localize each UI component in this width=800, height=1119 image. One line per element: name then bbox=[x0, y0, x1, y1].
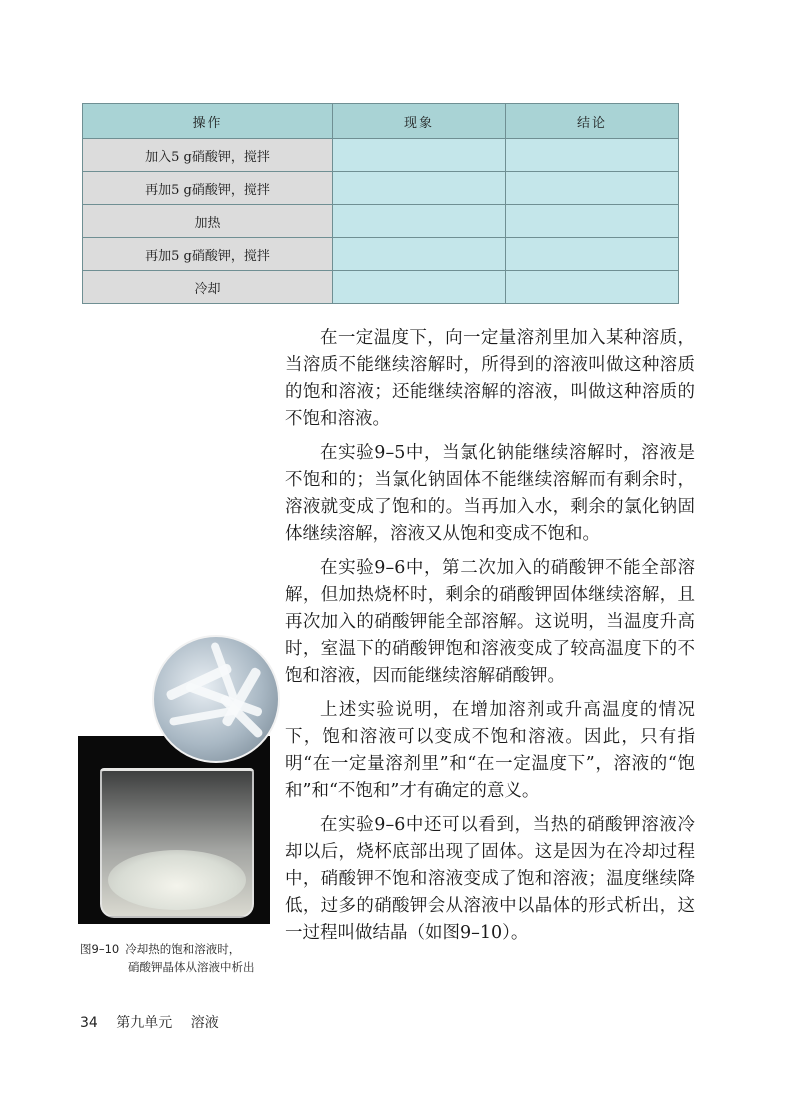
header-conclusion: 结论 bbox=[506, 104, 679, 139]
table-row bbox=[83, 139, 679, 172]
phenomenon-cell bbox=[333, 238, 506, 271]
operation-cell: 冷却 bbox=[83, 271, 333, 304]
table-row bbox=[83, 271, 679, 304]
table-row bbox=[83, 205, 679, 238]
page-footer bbox=[80, 1012, 233, 1032]
paragraph-experiment-9-6: 在实验9–6中，第二次加入的硝酸钾不能全部溶解，但加热烧杯时，剩余的硝酸钾固体继续溶解，且再次加入的硝酸钾能全部溶解。这说明，当温度升高时，室温下的硝酸钾饱和溶液变成了较高温度下的不饱和溶液，因而能继续溶解硝酸钾。 bbox=[285, 558, 695, 686]
beaker-image bbox=[100, 768, 254, 918]
crystal-deposit bbox=[108, 850, 246, 910]
paragraph-crystallization: 在实验9–6中还可以看到，当热的硝酸钾溶液冷却以后，烧杯底部出现了固体。这是因为在冷却过程中，硝酸钾不饱和溶液变成了饱和溶液；温度继续降低，过多的硝酸钾会从溶液中以晶体的形式析出，这一过程叫做结晶（如图9–10）。 bbox=[285, 815, 695, 943]
conclusion-cell bbox=[506, 139, 679, 172]
paragraph-saturated-definition: 在一定温度下，向一定量溶剂里加入某种溶质，当溶质不能继续溶解时，所得到的溶液叫做这种溶质的饱和溶液；还能继续溶解的溶液，叫做这种溶质的不饱和溶液。 bbox=[285, 328, 695, 429]
experiment-table bbox=[82, 103, 679, 304]
operation-cell: 再加5 g硝酸钾，搅拌 bbox=[83, 238, 333, 271]
operation-cell: 加热 bbox=[83, 205, 333, 238]
operation-cell: 再加5 g硝酸钾，搅拌 bbox=[83, 172, 333, 205]
table-row bbox=[83, 172, 679, 205]
table-row bbox=[83, 238, 679, 271]
paragraph-conditions: 上述实验说明，在增加溶剂或升高温度的情况下，饱和溶液可以变成不饱和溶液。因此，只有指明“在一定量溶剂里”和“在一定温度下”，溶液的“饱和”和“不饱和”才有确定的意义。 bbox=[285, 700, 695, 801]
phenomenon-cell bbox=[333, 205, 506, 238]
conclusion-cell bbox=[506, 172, 679, 205]
phenomenon-cell bbox=[333, 271, 506, 304]
phenomenon-cell bbox=[333, 172, 506, 205]
phenomenon-cell bbox=[333, 139, 506, 172]
conclusion-cell bbox=[506, 238, 679, 271]
table-header-row bbox=[83, 104, 679, 139]
figure-caption bbox=[80, 940, 300, 976]
page-number: 34 bbox=[80, 1015, 98, 1031]
unit-label: 第九单元 bbox=[116, 1015, 173, 1031]
crystal-closeup-image bbox=[152, 635, 280, 763]
conclusion-cell bbox=[506, 271, 679, 304]
figure-caption-line2: 硝酸钾晶体从溶液中析出 bbox=[128, 960, 255, 974]
paragraph-experiment-9-5: 在实验9–5中，当氯化钠能继续溶解时，溶液是不饱和的；当氯化钠固体不能继续溶解而有剩余时，溶液就变成了饱和的。当再加入水，剩余的氯化钠固体继续溶解，溶液又从饱和变成不饱和。 bbox=[285, 443, 695, 544]
unit-title: 溶液 bbox=[190, 1015, 219, 1031]
figure-caption-line1: 冷却热的饱和溶液时， bbox=[125, 942, 241, 956]
beaker-photo bbox=[78, 736, 270, 924]
operation-cell: 加入5 g硝酸钾，搅拌 bbox=[83, 139, 333, 172]
conclusion-cell bbox=[506, 205, 679, 238]
body-text bbox=[285, 325, 695, 954]
header-operation: 操作 bbox=[83, 104, 333, 139]
header-phenomenon: 现象 bbox=[333, 104, 506, 139]
figure-number: 图9–10 bbox=[80, 942, 120, 956]
